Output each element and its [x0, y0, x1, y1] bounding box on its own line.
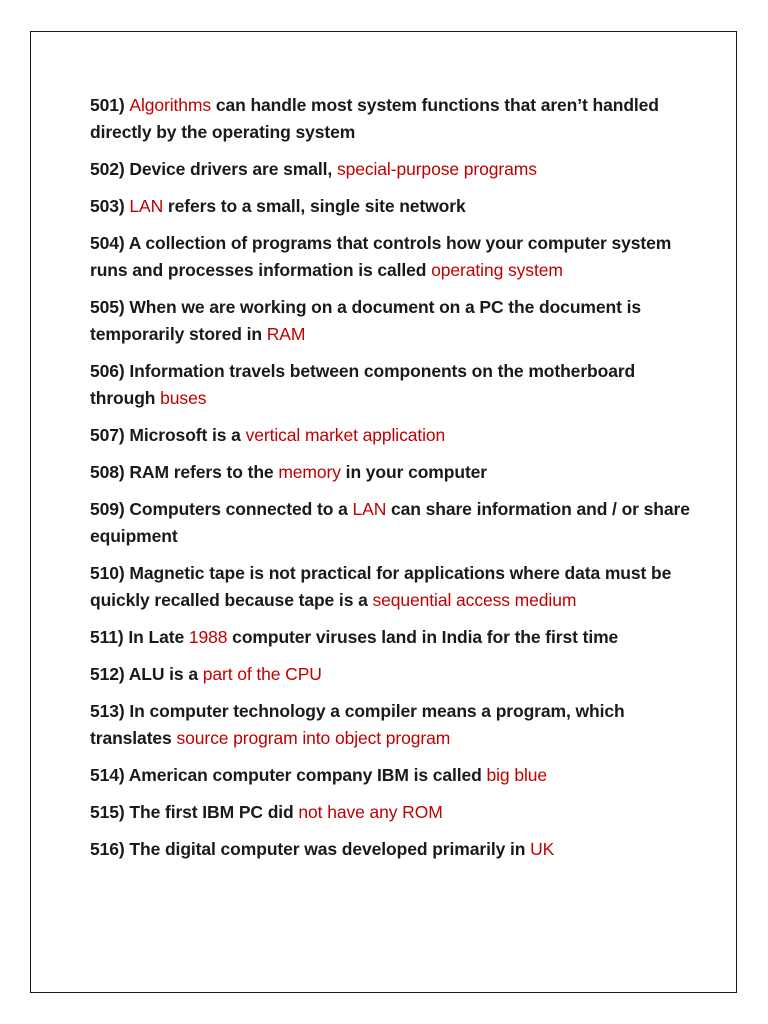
- question-item: [90, 294, 700, 348]
- question-item: [90, 698, 700, 752]
- question-text: computer viruses land in India for the first time: [227, 627, 619, 647]
- question-text: can share information and / or share equipment: [90, 499, 690, 546]
- question-item: [90, 422, 700, 449]
- question-item: [90, 661, 700, 688]
- question-text: 501): [90, 95, 130, 115]
- answer-text: 1988: [188, 627, 228, 647]
- answer-text: sequential access medium: [372, 590, 577, 610]
- answer-text: LAN: [352, 499, 387, 519]
- question-text: 511) In Late: [90, 627, 189, 647]
- answer-text: part of the CPU: [202, 664, 322, 684]
- question-text: 514) American computer company IBM is called: [90, 765, 487, 785]
- question-item: [90, 358, 700, 412]
- question-item: [90, 230, 700, 284]
- answer-text: big blue: [486, 765, 548, 785]
- question-text: in your computer: [340, 462, 488, 482]
- question-item: [90, 762, 700, 789]
- question-list: [90, 92, 700, 873]
- answer-text: buses: [160, 388, 207, 408]
- question-text: 513) In computer technology a compiler means a program, which translates: [90, 701, 625, 748]
- question-item: [90, 624, 700, 651]
- question-item: [90, 459, 700, 486]
- answer-text: source program into object program: [176, 728, 451, 748]
- question-item: [90, 799, 700, 826]
- question-text: 512) ALU is a: [90, 664, 203, 684]
- answer-text: LAN: [129, 196, 164, 216]
- answer-text: vertical market application: [245, 425, 446, 445]
- question-text: 503): [90, 196, 130, 216]
- question-text: 505) When we are working on a document on a PC the document is temporarily stored in: [90, 297, 641, 344]
- answer-text: special-purpose programs: [336, 159, 537, 179]
- answer-text: not have any ROM: [298, 802, 443, 822]
- answer-text: RAM: [266, 324, 306, 344]
- question-text: can handle most system functions that aren’t handled directly by the operating system: [90, 95, 659, 142]
- answer-text: UK: [530, 839, 555, 859]
- question-text: 504) A collection of programs that controls how your computer system runs and processes information is called: [90, 233, 672, 280]
- question-text: 502) Device drivers are small,: [90, 159, 337, 179]
- question-text: refers to a small, single site network: [163, 196, 466, 216]
- question-item: [90, 92, 700, 146]
- question-text: 508) RAM refers to the: [90, 462, 279, 482]
- question-item: [90, 836, 700, 863]
- answer-text: Algorithms: [129, 95, 212, 115]
- answer-text: memory: [278, 462, 341, 482]
- question-text: 516) The digital computer was developed primarily in: [90, 839, 531, 859]
- question-item: [90, 496, 700, 550]
- question-text: 510) Magnetic tape is not practical for applications where data must be quickly recalled because tape is a: [90, 563, 672, 610]
- answer-text: operating system: [431, 260, 563, 280]
- question-text: 507) Microsoft is a: [90, 425, 246, 445]
- question-item: [90, 193, 700, 220]
- question-text: 515) The first IBM PC did: [90, 802, 299, 822]
- question-item: [90, 560, 700, 614]
- question-item: [90, 156, 700, 183]
- question-text: 509) Computers connected to a: [90, 499, 353, 519]
- question-text: 506) Information travels between components on the motherboard through: [90, 361, 636, 408]
